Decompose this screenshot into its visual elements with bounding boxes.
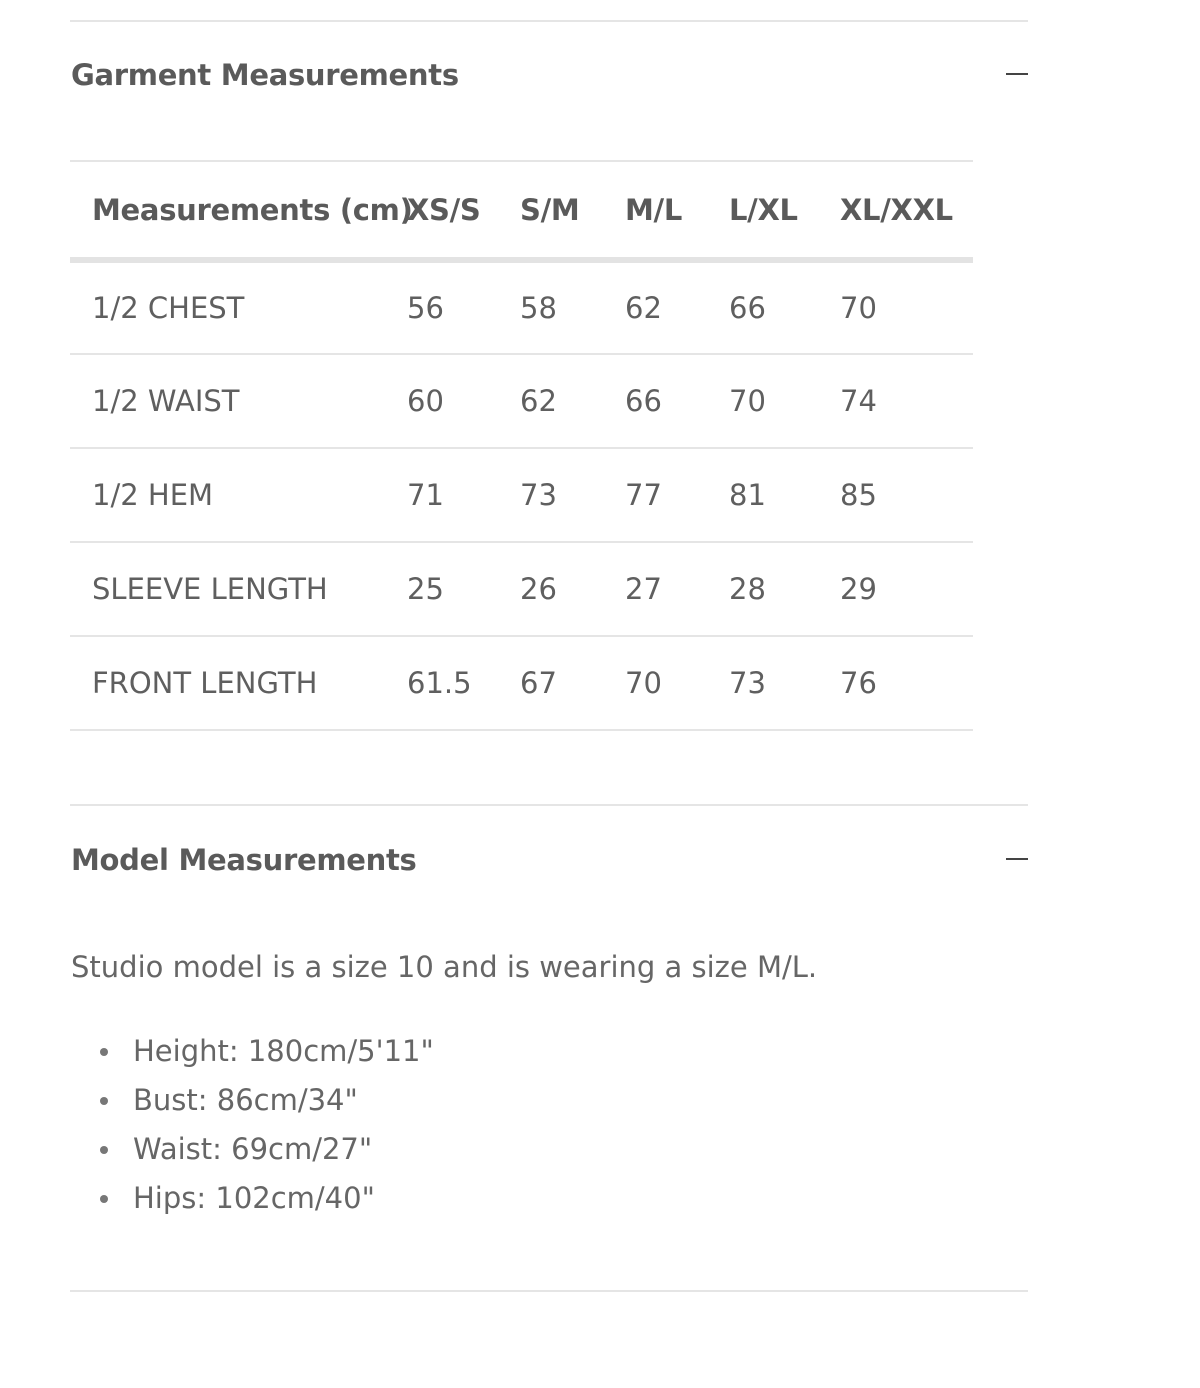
- bullet-icon: [100, 1195, 108, 1203]
- model-stats-list: [90, 1027, 434, 1223]
- table-row: [70, 354, 973, 448]
- table-cell: 60: [407, 384, 444, 418]
- table-cell: 67: [520, 666, 557, 700]
- table-row: [70, 260, 973, 354]
- model-intro-text: Studio model is a size 10 and is wearing a size M/L.: [71, 950, 818, 984]
- column-header-s-m: S/M: [520, 192, 580, 227]
- table-cell: 66: [625, 384, 662, 418]
- table-cell: 61.5: [407, 666, 472, 700]
- section-divider: [70, 804, 1028, 806]
- row-label: SLEEVE LENGTH: [92, 572, 328, 606]
- table-header-row: [70, 161, 973, 260]
- column-header-l-xl: L/XL: [729, 192, 798, 227]
- table-cell: 73: [729, 666, 766, 700]
- bullet-icon: [100, 1048, 108, 1056]
- table-row: [70, 636, 973, 730]
- column-header-m-l: M/L: [625, 192, 683, 227]
- garment-measurements-title: Garment Measurements: [71, 58, 459, 92]
- model-stat-bust: Bust: 86cm/34": [133, 1083, 358, 1117]
- table-cell: 70: [729, 384, 766, 418]
- model-measurements-collapse-button[interactable]: [1000, 842, 1034, 876]
- list-item: [90, 1027, 434, 1076]
- column-header-xl-xxl: XL/XXL: [840, 192, 953, 227]
- top-divider: [70, 20, 1028, 22]
- model-stat-hips: Hips: 102cm/40": [133, 1181, 375, 1215]
- table-cell: 71: [407, 478, 444, 512]
- table-cell: 26: [520, 572, 557, 606]
- table-cell: 28: [729, 572, 766, 606]
- garment-measurements-table: [70, 160, 973, 731]
- table-cell: 58: [520, 291, 557, 325]
- minus-icon: [1006, 73, 1028, 75]
- bullet-icon: [100, 1146, 108, 1154]
- garment-measurements-collapse-button[interactable]: [1000, 57, 1034, 91]
- model-stat-height: Height: 180cm/5'11": [133, 1034, 434, 1068]
- list-item: [90, 1076, 434, 1125]
- minus-icon: [1006, 858, 1028, 860]
- table-cell: 56: [407, 291, 444, 325]
- table-cell: 77: [625, 478, 662, 512]
- column-header-measurement: Measurements (cm): [92, 192, 413, 227]
- model-stat-waist: Waist: 69cm/27": [133, 1132, 373, 1166]
- list-item: [90, 1125, 434, 1174]
- table-cell: 85: [840, 478, 877, 512]
- table-cell: 27: [625, 572, 662, 606]
- column-header-xs-s: XS/S: [407, 192, 481, 227]
- table-cell: 25: [407, 572, 444, 606]
- table-cell: 76: [840, 666, 877, 700]
- row-label: 1/2 CHEST: [92, 291, 245, 325]
- row-label: FRONT LENGTH: [92, 666, 318, 700]
- table-cell: 73: [520, 478, 557, 512]
- table-cell: 70: [840, 291, 877, 325]
- table-cell: 29: [840, 572, 877, 606]
- bottom-divider: [70, 1290, 1028, 1292]
- table-cell: 62: [520, 384, 557, 418]
- list-item: [90, 1174, 434, 1223]
- model-measurements-title: Model Measurements: [71, 843, 417, 877]
- row-label: 1/2 WAIST: [92, 384, 240, 418]
- row-label: 1/2 HEM: [92, 478, 214, 512]
- table-row: [70, 542, 973, 636]
- table-cell: 70: [625, 666, 662, 700]
- table-cell: 74: [840, 384, 877, 418]
- table-cell: 62: [625, 291, 662, 325]
- table-row: [70, 448, 973, 542]
- bullet-icon: [100, 1097, 108, 1105]
- table-cell: 81: [729, 478, 766, 512]
- table-cell: 66: [729, 291, 766, 325]
